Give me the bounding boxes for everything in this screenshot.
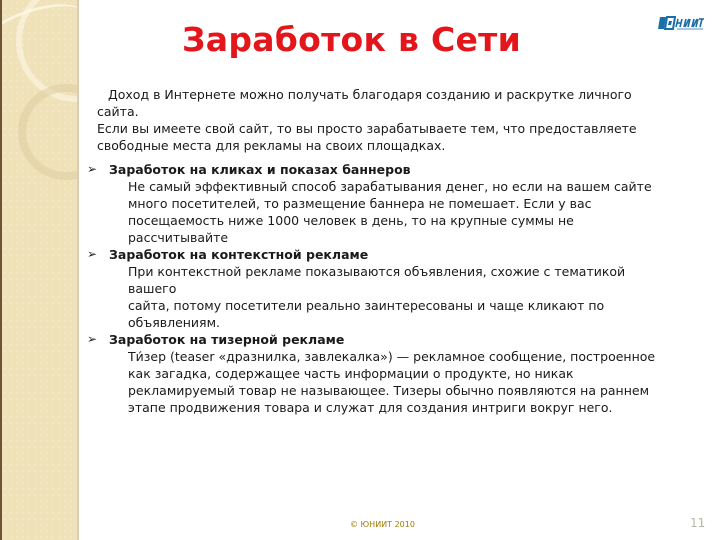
arrow-bullet-icon: ➢ (87, 247, 98, 261)
bullet-line: много посетителей, то размещение баннера не помешает. Если у вас (128, 196, 592, 211)
bullet-body (87, 178, 668, 246)
arrow-bullet-icon: ➢ (87, 162, 98, 176)
arrow-bullet-icon: ➢ (87, 332, 98, 346)
bullet-line: объявлениям. (128, 315, 220, 330)
intro-paragraph (97, 86, 677, 154)
bullet-title: Заработок на контекстной рекламе (109, 247, 369, 262)
bullet-line: Ти́зер (teaser «дразнилка, завлекалка») — рекламное сообщение, построенное (128, 349, 656, 364)
bullet-line: рекламируемый товар не называющее. Тизеры обычно появляются на раннем (128, 383, 650, 398)
bullet-line: посещаемость ниже 1000 человек в день, то на крупные суммы не рассчитывайте (128, 213, 574, 245)
slide-title: Заработок в Сети (182, 20, 522, 59)
bullet-item (87, 246, 687, 331)
intro-line (97, 86, 677, 120)
bullet-item (87, 161, 687, 246)
intro-line-text: Доход в Интернете можно получать благодаря созданию и раскрутке личного сайта. (97, 87, 632, 119)
footer-copyright: © ЮНИИТ 2010 (350, 520, 415, 529)
bullet-title: Заработок на тизерной рекламе (109, 332, 345, 347)
bullet-list (87, 161, 687, 416)
bullet-line: Не самый эффективный способ зарабатывания денег, но если на вашем сайте (128, 179, 652, 194)
bullet-line: При контекстной рекламе показываются объявления, схожие с тематикой вашего (128, 264, 626, 296)
university-logo-icon (657, 14, 705, 32)
decorative-side-panel (0, 0, 79, 540)
bullet-title: Заработок на кликах и показах баннеров (109, 162, 411, 177)
intro-line: Если вы имеете свой сайт, то вы просто зарабатываете тем, что предоставляете (97, 121, 637, 136)
bullet-line: сайта, потому посетители реально заинтересованы и чаще кликают по (128, 298, 605, 313)
page-number: 11 (690, 516, 706, 530)
bullet-body (87, 263, 668, 331)
bullet-line: этапе продвижения товара и служат для создания интриги вокруг него. (128, 400, 613, 415)
bullet-body (87, 348, 668, 416)
intro-line: свободные места для рекламы на своих площадках. (97, 138, 446, 153)
bullet-line: как загадка, содержащее часть информации о продукте, но никак (128, 366, 574, 381)
bullet-item (87, 331, 687, 416)
